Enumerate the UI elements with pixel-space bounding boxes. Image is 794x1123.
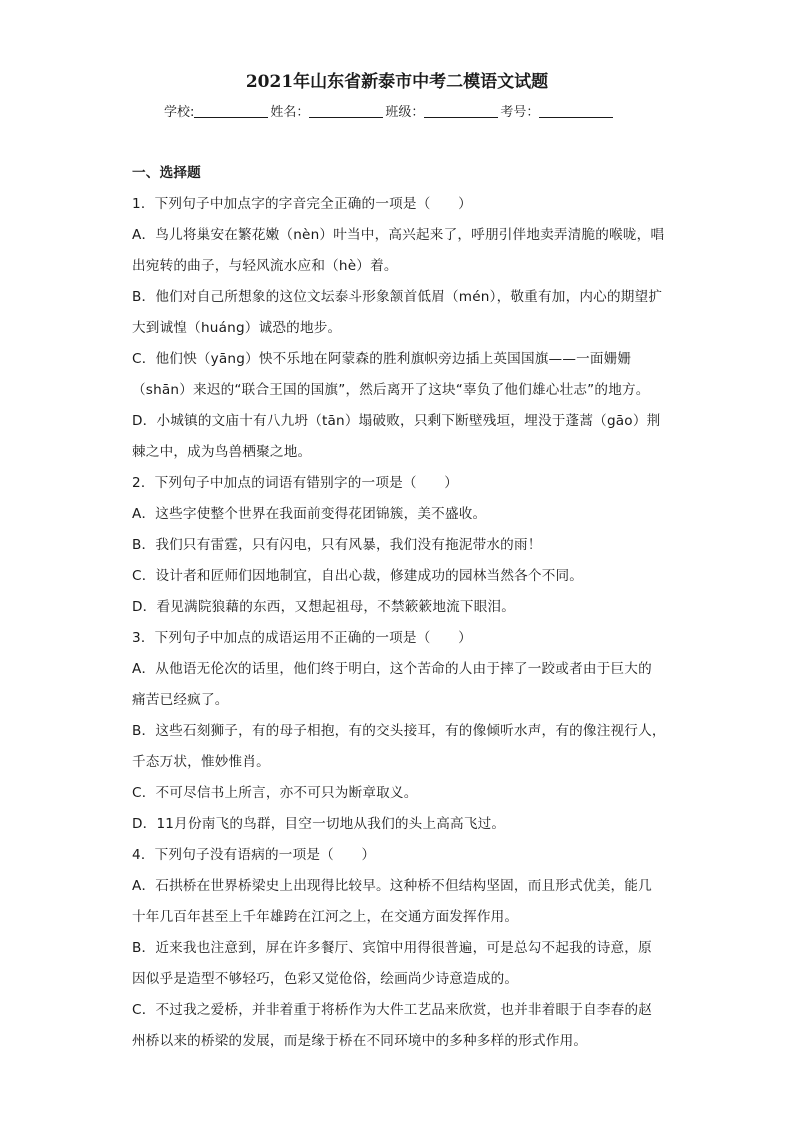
school-field[interactable] <box>164 102 270 124</box>
exam-number-blank[interactable] <box>539 103 613 118</box>
question-line: 1．下列句子中加点字的字音完全正确的一项是（ ） <box>132 196 472 212</box>
question-line: 十年几百年甚至上千年雄跨在江河之上，在交通方面发挥作用。 <box>132 909 519 925</box>
question-line: D．11月份南飞的鸟群，目空一切地从我们的头上高高飞过。 <box>132 816 506 832</box>
question-line: 州桥以来的桥梁的发展，而是缘于桥在不同环境中的多种多样的形式作用。 <box>132 1033 588 1049</box>
question-content <box>132 158 672 1057</box>
question-line: 棘之中，成为鸟兽栖聚之地。 <box>132 444 312 460</box>
name-field[interactable] <box>270 102 385 124</box>
exam-number-label: 考号： <box>500 105 540 120</box>
question-line: 3．下列句子中加点的成语运用不正确的一项是（ ） <box>132 630 472 646</box>
question-line: A．这些字使整个世界在我面前变得花团锦簇，美不盛收。 <box>132 506 487 522</box>
question-line: D．看见满院狼藉的东西，又想起祖母，不禁簌簌地流下眼泪。 <box>132 599 516 615</box>
question-line: C．不可尽信书上所言，亦不可只为断章取义。 <box>132 785 418 801</box>
question-line: C．设计者和匠师们因地制宜，自出心裁，修建成功的园林当然各个不同。 <box>132 568 584 584</box>
question-line: B．他们对自己所想象的这位文坛泰斗形象颔首低眉（mén），敬重有加，内心的期望扩 <box>132 289 663 305</box>
exam-number-field[interactable] <box>500 102 615 124</box>
question-line: B．我们只有雷霆，只有闪电，只有风暴，我们没有拖泥带水的雨！ <box>132 537 542 553</box>
school-blank[interactable] <box>194 103 268 118</box>
question-line: （shān）来迟的“联合王国的国旗”，然后离开了这块“辜负了他们雄心壮志”的地方。 <box>132 382 650 398</box>
question-line: 出宛转的曲子，与轻风流水应和（hè）着。 <box>132 258 398 274</box>
question-line: A．从他语无伦次的话里，他们终于明白，这个苦命的人由于摔了一跤或者由于巨大的 <box>132 661 652 677</box>
name-blank[interactable] <box>309 103 383 118</box>
section-heading: 一、选择题 <box>132 165 201 181</box>
question-line: 4．下列句子没有语病的一项是（ ） <box>132 847 376 863</box>
question-line: 2．下列句子中加点的词语有错别字的一项是（ ） <box>132 475 459 491</box>
student-info-line <box>164 102 644 124</box>
question-line: C．不过我之爱桥，并非着重于将桥作为大件工艺品来欣赏，也并非着眼于自李春的赵 <box>132 1002 653 1018</box>
question-line: 因似乎是造型不够轻巧，色彩又觉伧俗，绘画尚少诗意造成的。 <box>132 971 519 987</box>
class-label: 班级： <box>385 105 425 120</box>
question-line: C．他们怏（yāng）怏不乐地在阿蒙森的胜利旗帜旁边插上英国国旗——一面姗姗 <box>132 351 632 367</box>
question-line: 痛苦已经疯了。 <box>132 692 229 708</box>
question-line: 大到诚惶（huáng）诚恐的地步。 <box>132 320 342 336</box>
class-field[interactable] <box>385 102 500 124</box>
class-blank[interactable] <box>424 103 498 118</box>
question-line: A．鸟儿将巢安在繁花嫩（nèn）叶当中，高兴起来了，呼朋引伴地卖弄清脆的喉咙，唱 <box>132 227 665 243</box>
name-label: 姓名： <box>270 105 310 120</box>
school-label: 学校: <box>164 105 195 120</box>
question-line: 千态万状，惟妙惟肖。 <box>132 754 270 770</box>
question-line: B．近来我也注意到，屏在许多餐厅、宾馆中用得很普遍，可是总勾不起我的诗意，原 <box>132 940 652 956</box>
question-line: B．这些石刻狮子，有的母子相抱，有的交头接耳，有的像倾听水声，有的像注视行人， <box>132 723 666 739</box>
question-line: D．小城镇的文庙十有八九坍（tān）塌破败，只剩下断壁残垣，埋没于蓬蒿（gāo）荆 <box>132 413 661 429</box>
page-title: 2021年山东省新泰市中考二模语文试题 <box>245 72 549 92</box>
question-line: A．石拱桥在世界桥梁史上出现得比较早。这种桥不但结构坚固，而且形式优美，能几 <box>132 878 652 894</box>
